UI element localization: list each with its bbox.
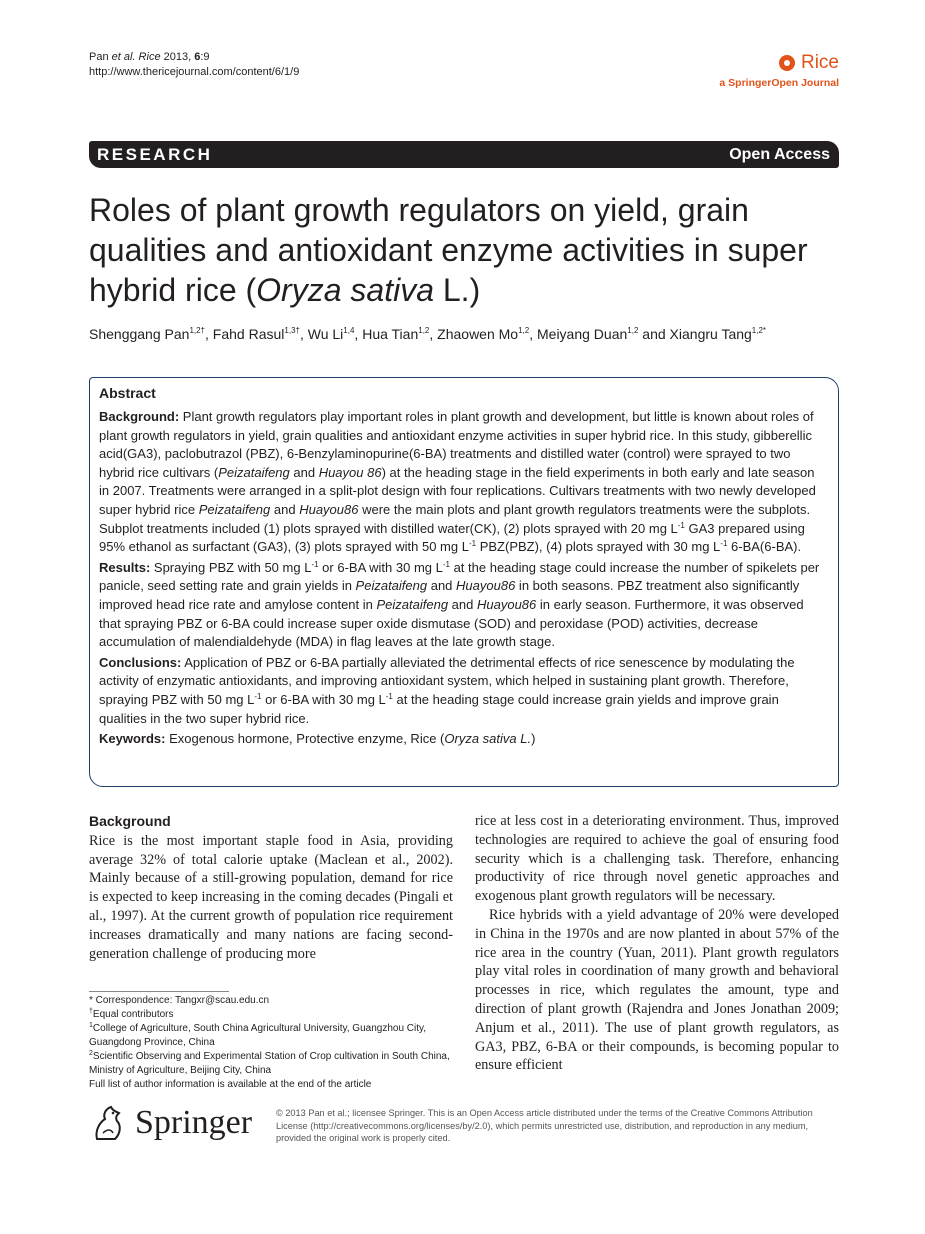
- footnote-divider: [89, 991, 229, 992]
- body-paragraph: Rice is the most important staple food in Asia, providing average 32% of total calorie uptake (Maclean et al., 2002). Mainly because of a still-growing population, demand for rice is expected to keep increasing in the coming decades (Pingali et al., 1997). At the current growth of population rice requirement increases dramatically and many nations are facing second-generation challenge of producing more: [89, 832, 453, 962]
- abstract-keywords: Keywords: Exogenous hormone, Protective enzyme, Rice (Oryza sativa L.): [99, 731, 536, 747]
- body-column-right: [475, 812, 839, 1075]
- equal-contributors: †Equal contributors: [89, 1008, 174, 1020]
- abstract-background: Background: Plant growth regulators play important roles in plant growth and development, but little is known about roles of plant growth regulators in yield, grain qualities and antioxidant enzyme activities in super hybrid rice. In this study, gibberellic acid(GA3), paclobutrazol (PBZ), 6-Benzylaminopurine(6-BA) treatments and distilled water (control) were sprayed to two hybrid rice cultivars (Peizataifeng and Huayou 86) at the heading stage in the field experiments in both early and late season in 2007. Treatments were arranged in a split-plot design with four replications. Cultivars treatments with two newly developed super hybrid rice Peizataifeng and Huayou86 were the main plots and plant growth regulators treatments were the subplots. Subplot treatments included (1) plots sprayed with distilled water(CK), (2) plots sprayed with 20 mg $L^{-1}$ GA3 prepared using 95% ethanol as surfactant (GA3), (3) plots sprayed with 50 mg $L^{-1}$ PBZ(PBZ), (4) plots sprayed with 30 mg $L^{-1}$ 6-BA(6-BA).: [99, 409, 816, 555]
- affiliation: $^2$Scientific Observing and Experimental Station of Crop cultivation in South China, Ministry of Agriculture, Beijing City, China: [89, 1050, 450, 1076]
- license-text: © 2013 Pan et al.; licensee Springer. This is an Open Access article distributed under the terms of the Creative Commons Attribution License (http://creativecommons.org/licenses/by/2.0), which permits unrestricted use, distribution, and reproduction in any medium, provided the original work is properly cited.: [276, 1108, 813, 1144]
- journal-name: Rice: [800, 52, 839, 73]
- publisher-name: Springer: [135, 1104, 253, 1141]
- journal-subtitle: a SpringerOpen Journal: [719, 77, 839, 89]
- author-info-note: Full list of author information is available at the end of the article: [89, 1079, 372, 1090]
- author: Meiyang Duan$^{1,2}$ and: [537, 326, 670, 342]
- article-url[interactable]: http://www.thericejournal.com/content/6/1/9: [89, 66, 300, 78]
- article-type-label: RESEARCH: [97, 144, 213, 164]
- affiliation: $^1$College of Agriculture, South China Agricultural University, Guangzhou City, Guangdong Province, China: [89, 1022, 427, 1048]
- body-column-left: [89, 812, 453, 963]
- citation-header: [89, 50, 299, 80]
- rice-logo-icon: [779, 55, 795, 71]
- author: Xiangru Tang$^{1,2*}$: [669, 326, 767, 342]
- footnotes: [89, 994, 453, 1092]
- springer-horse-icon: [89, 1103, 127, 1143]
- abstract-box: [89, 377, 839, 787]
- open-access-label: Open Access: [729, 145, 830, 163]
- section-heading: Background: [89, 813, 171, 829]
- article-type-banner: [89, 141, 839, 168]
- abstract-conclusions: Conclusions: Application of PBZ or 6-BA partially alleviated the detrimental effects of rice senescence by modulating the activity of enzymatic antioxidants, and improving antioxidant system, which helped in sustaining plant growth. Therefore, spraying PBZ with 50 mg $L^{-1}$ or 6-BA with 30 mg $L^{-1}$ at the heading stage could increase grain yields and improve grain qualities in the two super hybrid rice.: [99, 654, 795, 726]
- author: Zhaowen Mo$^{1,2}$,: [437, 326, 537, 342]
- body-paragraph: rice at less cost in a deteriorating environment. Thus, improved technologies are required to achieve the goal of ensuring food security which is a challenging task. Therefore, enhancing productivity of rice through novel genetic approaches and exogenous plant growth regulators will be necessary.: [475, 813, 839, 905]
- body-paragraph: Rice hybrids with a yield advantage of 20% were developed in China in the 1970s and are now planted in about 57% of the rice area in the country (Yuan, 2011). Plant growth regulators play vital roles in coordination of many growth and behavioral processes in rice, which regulates the amount, type and direction of plant growth (Rajendra and Jones Jonathan 2009; Anjum et al., 2011). The use of plant growth regulators, as GA3, PBZ, 6-BA or their compounds, is becoming popular to ensure efficient: [475, 906, 839, 1074]
- journal-brand: [719, 53, 839, 89]
- author: Wu Li$^{1,4}$,: [307, 326, 363, 342]
- abstract-heading: Abstract: [99, 385, 156, 401]
- publisher-logo: [89, 1103, 252, 1143]
- author: Hua Tian$^{1,2}$,: [362, 326, 438, 342]
- author: Shenggang Pan$^{1,2\dagger}$,: [89, 326, 213, 342]
- article-title: Roles of plant growth regulators on yield, grain qualities and antioxidant enzyme activities in super hybrid rice (Oryza sativa L.): [89, 192, 808, 308]
- abstract-results: Results: Spraying PBZ with 50 mg $L^{-1}$ or 6-BA with 30 mg $L^{-1}$ at the heading stage could increase the number of spikelets per panicle, seed setting rate and grain yields in Peizataifeng and Huayou86 in both seasons. PBZ treatment also significantly improved head rice rate and amylose content in Peizataifeng and Huayou86 in early season. Furthermore, it was observed that spraying PBZ or 6-BA could increase super oxide dismutase (SOD) and peroxidase (POD) activities, decrease accumulation of malendialdehyde (MDA) in flag leaves at the late growth stage.: [99, 559, 820, 650]
- author-list: [89, 321, 849, 344]
- author: Fahd Rasul$^{1,3\dagger}$,: [212, 326, 308, 342]
- correspondence: * Correspondence: Tangxr@scau.edu.cn: [89, 995, 270, 1006]
- citation-line: Pan et al. Rice 2013, 6:9: [89, 51, 210, 63]
